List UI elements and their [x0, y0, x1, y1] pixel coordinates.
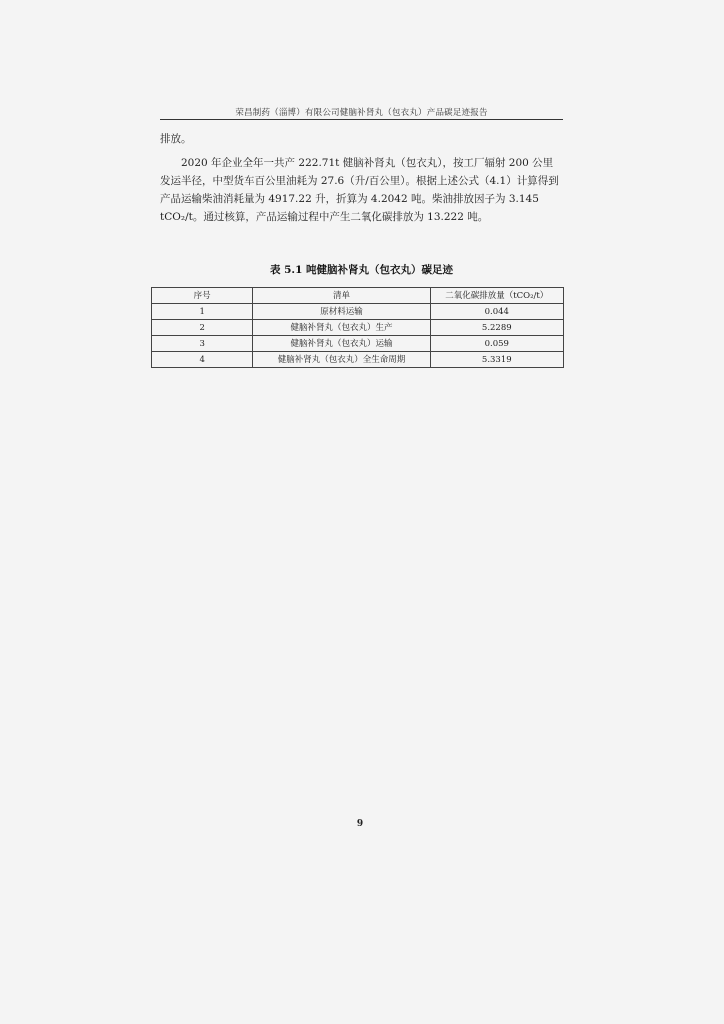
cell-emission: 0.044: [430, 304, 563, 320]
paragraph-transport-emissions: 2020 年企业全年一共产 222.71t 健脑补肾丸（包衣丸），按工厂辐射 200 公里发运半径，中型货车百公里油耗为 27.6（升/百公里）。根据上述公式（4.1）计算得到产品运输柴油消耗量为 4917.22 升，折算为 4.2042 吨。柴油排放因子为 3.145 tCO₂/t。通过核算，产品运输过程中产生二氧化碳排放为 13.222 吨。: [160, 157, 559, 223]
column-header-emission: 二氧化碳排放量（tCO₂/t）: [430, 288, 563, 304]
cell-emission: 0.059: [430, 336, 563, 352]
column-header-index: 序号: [152, 288, 253, 304]
table-row: [152, 320, 564, 336]
cell-item: 健脑补肾丸（包衣丸）运输: [253, 336, 430, 352]
cell-item: 原材料运输: [253, 304, 430, 320]
table-row: [152, 336, 564, 352]
cell-emission: 5.3319: [430, 352, 563, 368]
running-header: 荣昌制药（淄博）有限公司健脑补肾丸（包衣丸）产品碳足迹报告: [235, 108, 488, 118]
paragraph-continuation: 排放。: [160, 133, 192, 145]
carbon-footprint-table: [151, 287, 564, 368]
cell-item: 健脑补肾丸（包衣丸）生产: [253, 320, 430, 336]
cell-emission: 5.2289: [430, 320, 563, 336]
cell-item: 健脑补肾丸（包衣丸）全生命周期: [253, 352, 430, 368]
cell-index: 1: [152, 304, 253, 320]
table-caption: 表 5.1 吨健脑补肾丸（包衣丸）碳足迹: [269, 264, 454, 276]
page-number: 9: [356, 819, 364, 829]
table-header-row: [152, 288, 564, 304]
table-row: [152, 304, 564, 320]
column-header-item: 清单: [253, 288, 430, 304]
table-row: [152, 352, 564, 368]
header-rule: [160, 119, 563, 120]
cell-index: 4: [152, 352, 253, 368]
cell-index: 2: [152, 320, 253, 336]
cell-index: 3: [152, 336, 253, 352]
